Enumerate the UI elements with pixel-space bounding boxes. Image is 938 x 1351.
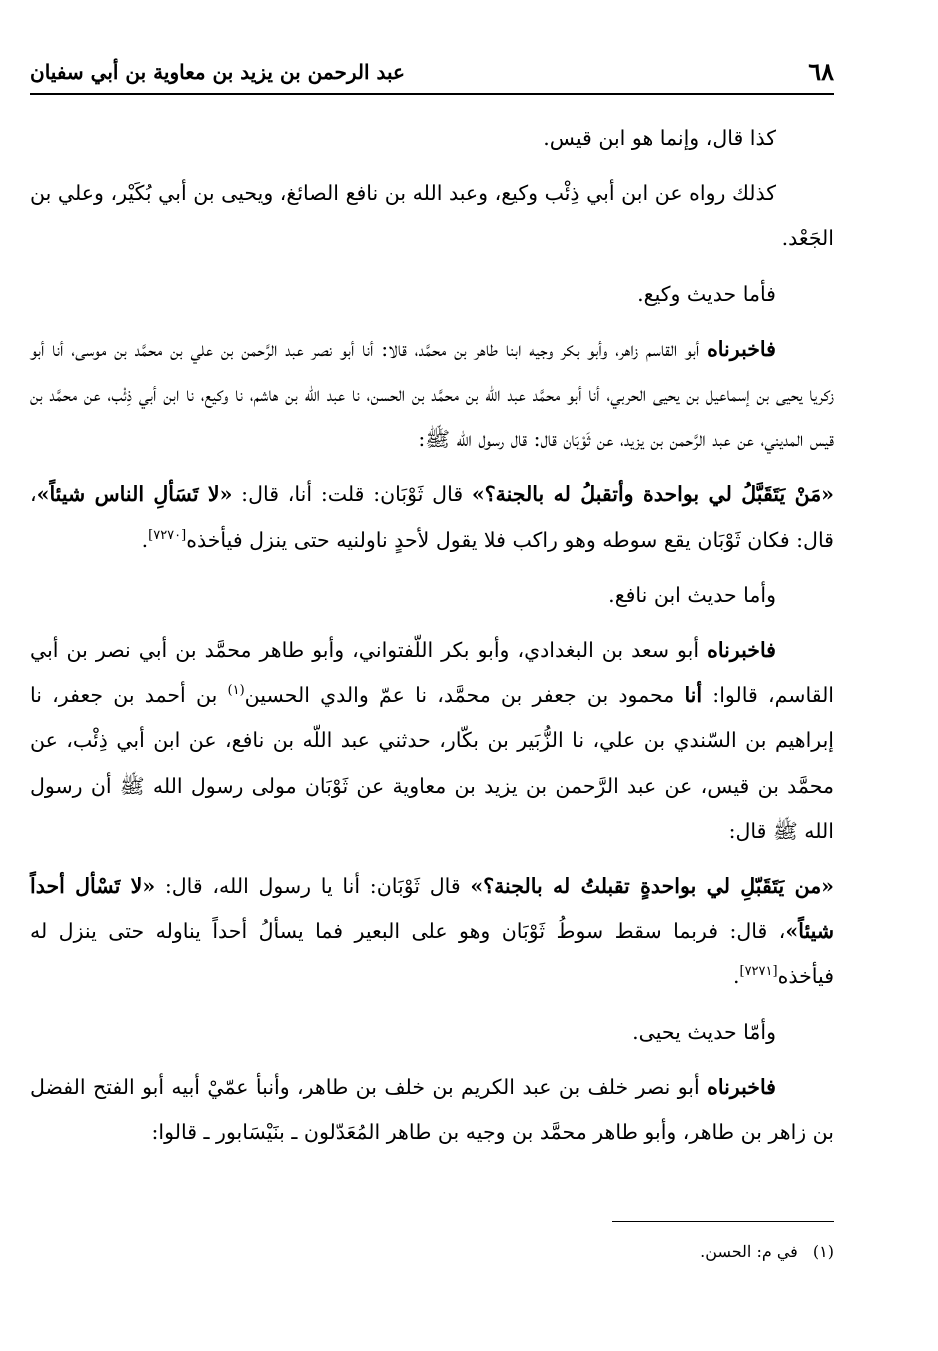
paragraph-text: محمود بن جعفر بن محمَّد، نا عمّ والدي الحسين xyxy=(244,683,685,708)
lead-word: فاخبرناه xyxy=(707,638,776,663)
hadith-quote: «لا تَسَألِ الناس شيئاً» xyxy=(36,482,233,507)
header-rule xyxy=(30,93,834,95)
paragraph-text: بن أحمد بن جعفر، نا إبراهيم بن السّندي بن علي، نا الزُّبَير بن بكّار، حدثني عبد اللّه بن نافع، عن ابن أبي ذِئْب، عن محمَّد بن قيس، عن عبد الرَّحمن بن يزيد بن معاوية عن ثَوْبَان مولى رسول الله ﷺ أن رسول الله ﷺ قال: xyxy=(30,683,834,843)
hadith-paragraph xyxy=(30,472,834,562)
footnote-rule xyxy=(612,1221,834,1222)
hadith-paragraph xyxy=(30,864,834,1000)
lead-word: فاخبرناه xyxy=(707,336,776,361)
paragraph-text: كذا قال، وإنما هو ابن قيس. xyxy=(543,126,776,150)
hadith-number: [٧٢٧١] xyxy=(739,964,778,980)
hadith-quote: «من يَتَقَبّلِ لي بواحدةٍ تقبلتُ له بالجنة؟» xyxy=(470,874,834,899)
paragraph xyxy=(30,1010,834,1055)
paragraph-text: ، قال: فكان ثَوْبَان يقع سوطه وهو راكب فلا يقول لأحدٍ ناولنيه حتى ينزل فيأخذه xyxy=(30,482,834,552)
footnote-text: في م: الحسن. xyxy=(700,1242,798,1261)
paragraph-text: قال ثَوْبَان: أنا يا رسول الله، قال: xyxy=(155,874,471,899)
paragraph xyxy=(30,272,834,317)
paragraph-text: وأما حديث ابن نافع. xyxy=(608,582,776,607)
hadith-quote: «مَنْ يَتَقَبَّلُ لي بواحدة وأتقبلُ له بالجنة؟» xyxy=(471,482,834,507)
paragraph-text: فأما حديث وكيع. xyxy=(637,281,776,306)
paragraph xyxy=(30,116,834,161)
paragraph xyxy=(30,171,834,261)
paragraph-text: وأمّا حديث يحيى. xyxy=(632,1019,776,1044)
footnote xyxy=(30,1240,834,1264)
paragraph-text: قال ثَوْبَان: قلت: أنا، قال: xyxy=(232,482,472,507)
page-header xyxy=(30,54,834,90)
paragraph-text: أبو نصر خلف بن عبد الكريم بن خلف بن طاهر، وأنبأ عمّيْ أبيه أبو الفتح الفضل بن زاهر بن طاهر، وأبو طاهر محمَّد بن وجيه بن طاهر المُعَدّلون ـ بنَيْسَابور ـ قالوا: xyxy=(30,1074,834,1145)
paragraph-text: كذلك رواه عن ابن أبي ذِئْب وكيع، وعبد الله بن نافع الصائغ، ويحيى بن أبي بُكَيْر، وعلي بن الجَعْد. xyxy=(30,181,834,251)
main-text xyxy=(30,116,834,1165)
lead-word: فاخبرناه xyxy=(707,1074,776,1099)
page-number: ٦٨ xyxy=(808,57,834,86)
paragraph xyxy=(30,573,834,618)
isnad-paragraph xyxy=(30,327,834,463)
footnote-marker: (١) xyxy=(812,1242,834,1261)
isnad-paragraph xyxy=(30,628,834,854)
paragraph-end: . xyxy=(141,527,149,552)
running-title: عبد الرحمن بن يزيد بن معاوية بن أبي سفيان xyxy=(30,60,405,84)
paragraph-text: أبو سعد بن البغدادي، وأبو بكر اللّفتواني، وأبو طاهر محمَّد بن أبي نصر بن أبي القاسم، قالوا: xyxy=(30,638,835,708)
isnad-paragraph xyxy=(30,1065,834,1155)
paragraph-end: . xyxy=(732,964,740,989)
paragraph-text: ، قال: فربما سقط سوطُ ثَوْبَان وهو على البعير فما يسألُ أحداً يناوله حتى ينزل له فيأخذه xyxy=(30,919,834,989)
hadith-quote: «لا تَسْأل أحداً شيئاً» xyxy=(30,874,834,944)
bold-word: أنا xyxy=(684,683,703,708)
hadith-number: [٧٢٧٠] xyxy=(148,527,187,543)
paragraph-text: أبو القاسم زاهر، وأبو بكر وجيه ابنا طاهر بن محمَّد، قالا: أنا أبو نصر عبد الرَّحمن بن علي بن محمَّد بن موسى، أنا أبو زكريا يحيى بن إسماعيل بن يحيى الحربي، أنا أبو محمَّد عبد الله بن محمَّد بن الحسن، نا عبد الله بن هاشم، نا وكيع، نا ابن أبي ذِئْب، عن محمَّد بن قيس المديني، عن عبد الرَّحمن بن يزيد، عن ثَوْبَان قال: قال رسول الله ﷺ: xyxy=(30,336,834,452)
footnote-reference: (١) xyxy=(227,683,245,699)
